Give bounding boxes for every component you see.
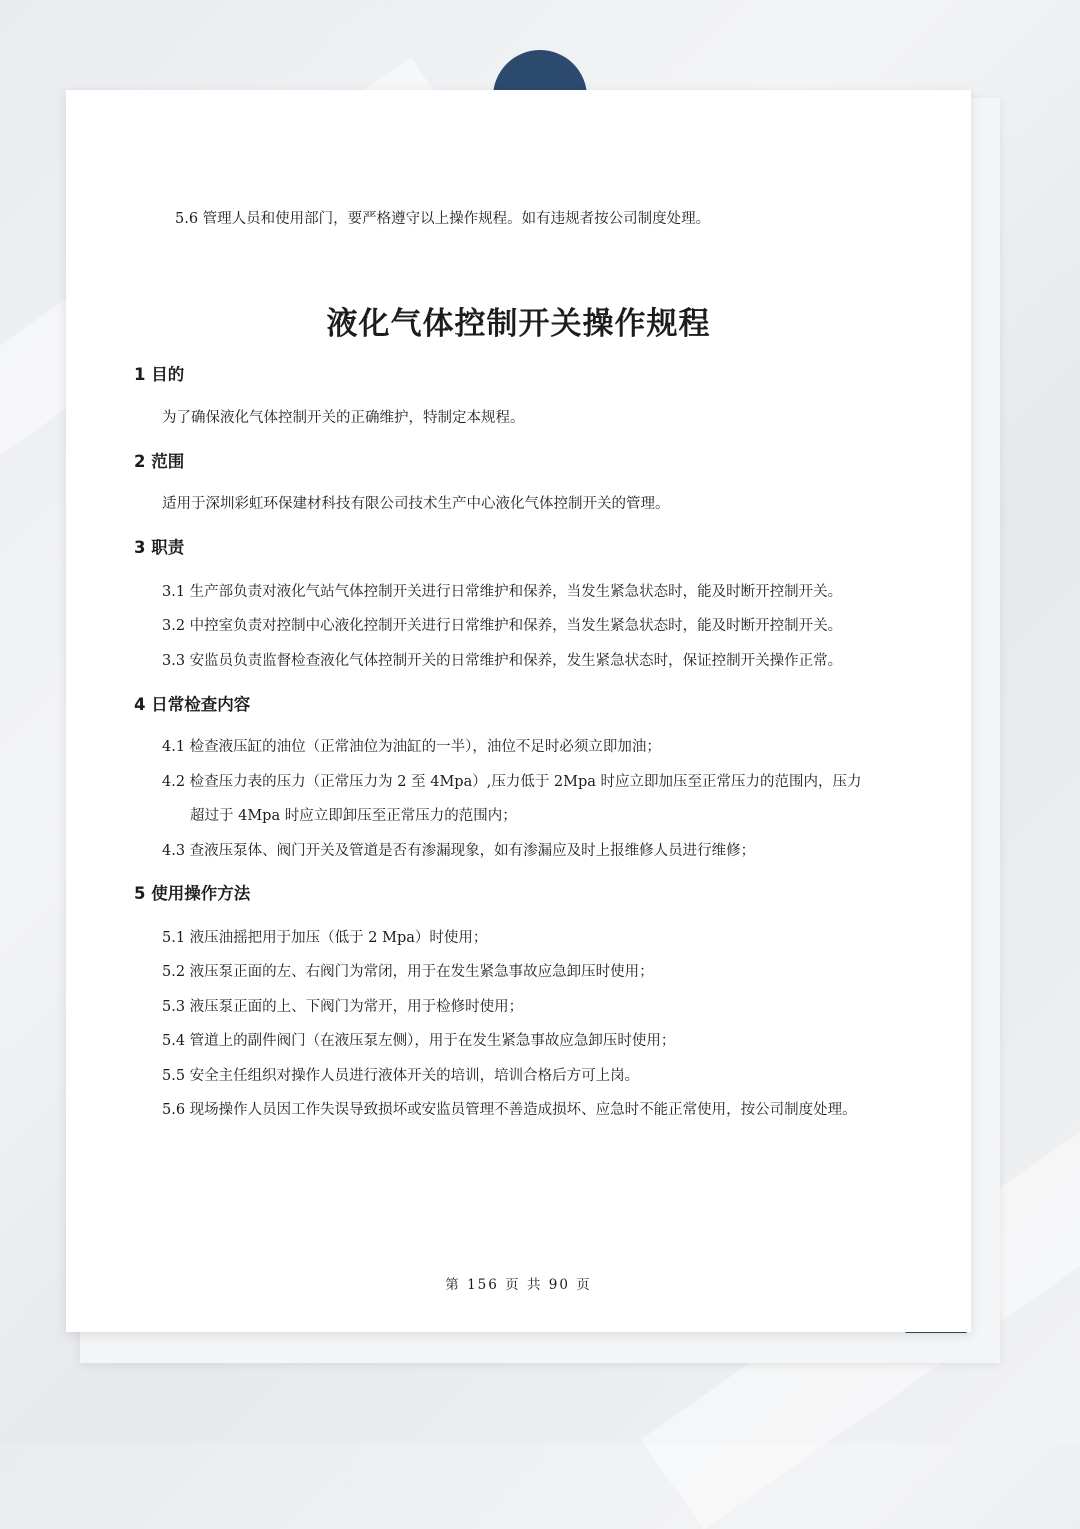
list-item: 5.3 液压泵正面的上、下阀门为常开，用于检修时使用； — [162, 999, 524, 1015]
paragraph-line: 适用于深圳彩虹环保建材科技有限公司技术生产中心液化气体控制开关的管理。 — [162, 496, 670, 512]
list-item: 5.4 管道上的副件阀门（在液压泵左侧），用于在发生紧急事故应急卸压时使用； — [162, 1033, 676, 1049]
list-item: 3.2 中控室负责对控制中心液化控制开关进行日常维护和保养，当发生紧急状态时，能及时断开控制开关。 — [162, 618, 843, 634]
section-heading-daily-inspection: 4 日常检查内容 — [134, 695, 251, 714]
document-page — [66, 90, 971, 1332]
top-note: 5.6 管理人员和使用部门，要严格遵守以上操作规程。如有违规者按公司制度处理。 — [175, 211, 711, 227]
section-heading-operation: 5 使用操作方法 — [134, 884, 251, 903]
list-item: 4.2 检查压力表的压力（正常压力为 2 至 4Mpa）,压力低于 2Mpa 时应立即加压至正常压力的范围内，压力 — [162, 774, 862, 790]
paragraph-line: 为了确保液化气体控制开关的正确维护，特制定本规程。 — [162, 410, 525, 426]
list-item: 5.1 液压油摇把用于加压（低于 2 Mpa）时使用； — [162, 930, 488, 946]
list-item: 4.3 查液压泵体、阀门开关及管道是否有渗漏现象，如有渗漏应及时上报维修人员进行维修； — [162, 843, 756, 859]
list-item: 3.1 生产部负责对液化气站气体控制开关进行日常维护和保养，当发生紧急状态时，能及时断开控制开关。 — [162, 584, 843, 600]
list-item-continuation: 超过于 4Mpa 时应立即卸压至正常压力的范围内； — [190, 808, 517, 824]
list-item: 5.5 安全主任组织对操作人员进行液体开关的培训，培训合格后方可上岗。 — [162, 1068, 640, 1084]
section-heading-responsibilities: 3 职责 — [134, 538, 185, 557]
list-item: 5.6 现场操作人员因工作失误导致损坏或安监员管理不善造成损坏、应急时不能正常使用，按公司制度处理。 — [162, 1102, 857, 1118]
list-item: 3.3 安监员负责监督检查液化气体控制开关的日常维护和保养，发生紧急状态时，保证控制开关操作正常。 — [162, 653, 843, 669]
section-heading-scope: 2 范围 — [134, 452, 185, 471]
list-item: 4.1 检查液压缸的油位（正常油位为油缸的一半），油位不足时必须立即加油； — [162, 739, 661, 755]
page-title: 液化气体控制开关操作规程 — [326, 306, 711, 342]
section-heading-purpose: 1 目的 — [134, 365, 185, 384]
list-item: 5.2 液压泵正面的左、右阀门为常闭，用于在发生紧急事故应急卸压时使用； — [162, 964, 654, 980]
page-number-footer: 第 156 页 共 90 页 — [445, 1277, 592, 1293]
